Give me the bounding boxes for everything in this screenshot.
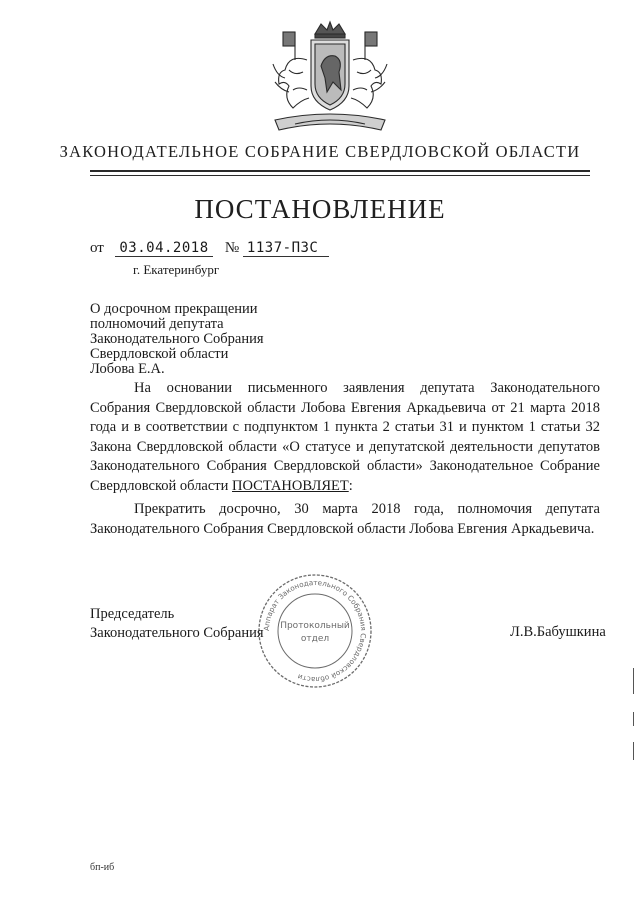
subject-line: Свердловской области	[90, 346, 229, 362]
stamp-center-line1: Протокольный	[280, 621, 350, 631]
header-rule-thin	[90, 175, 590, 176]
document-title: ПОСТАНОВЛЕНИЕ	[194, 194, 446, 224]
body-paragraph-1	[90, 379, 600, 496]
document-date: 03.04.2018	[115, 240, 213, 257]
document-subject	[90, 302, 264, 377]
footer-code: бп-иб	[90, 862, 115, 873]
scan-edge-mark	[633, 668, 634, 694]
city: г. Екатеринбург	[133, 262, 220, 277]
signatory-title	[90, 605, 264, 643]
coat-of-arms-emblem	[255, 20, 405, 142]
subject-line: О досрочном прекращении	[90, 301, 258, 317]
signatory-title-line1: Председатель	[90, 606, 175, 622]
scan-edge-mark	[633, 712, 634, 726]
document-number: 1137-ПЗС	[243, 240, 329, 257]
signatory-name: Л.В.Бабушкина	[510, 624, 606, 640]
stamp-ring-text: Аппарат Законодательного Собрания Свердловской области	[261, 577, 369, 685]
decree-colon: :	[348, 477, 353, 494]
organization-name: ЗАКОНОДАТЕЛЬНОЕ СОБРАНИЕ СВЕРДЛОВСКОЙ ОБЛАСТИ	[59, 142, 581, 161]
subject-line: Законодательного Собрания	[90, 331, 264, 347]
date-prefix: от	[90, 240, 104, 256]
header-rule-thick	[90, 170, 590, 172]
decree-word: ПОСТАНОВЛЯЕТ	[232, 477, 349, 494]
paragraph-text: На основании письменного заявления депутата Законодательного Собрания Свердловской области Лобова Евгения Аркадьевича от 21 марта 2018 года и в соответствии с подпунктом 1 пункта 2 статьи 31 и пунктом 1 статьи 32 Закона Свердловской области «О статусе и депутатской деятельности депутатов Законодательного Собрания Свердловской области» Законодательное Собрание Свердловской области	[90, 380, 600, 494]
subject-line: полномочий депутата	[90, 316, 224, 332]
round-stamp	[256, 572, 374, 690]
signatory-title-line2: Законодательного Собрания	[90, 625, 264, 641]
body-paragraph-2: Прекратить досрочно, 30 марта 2018 года, полномочия депутата Законодательного Собрания Свердловской области Лобова Евгения Аркадьевича.	[90, 501, 600, 537]
scan-edge-mark	[633, 742, 634, 760]
number-prefix: №	[224, 240, 240, 256]
date-number-line	[90, 240, 329, 257]
stamp-center-line2: отдел	[300, 634, 330, 644]
subject-line: Лобова Е.А.	[90, 361, 165, 377]
